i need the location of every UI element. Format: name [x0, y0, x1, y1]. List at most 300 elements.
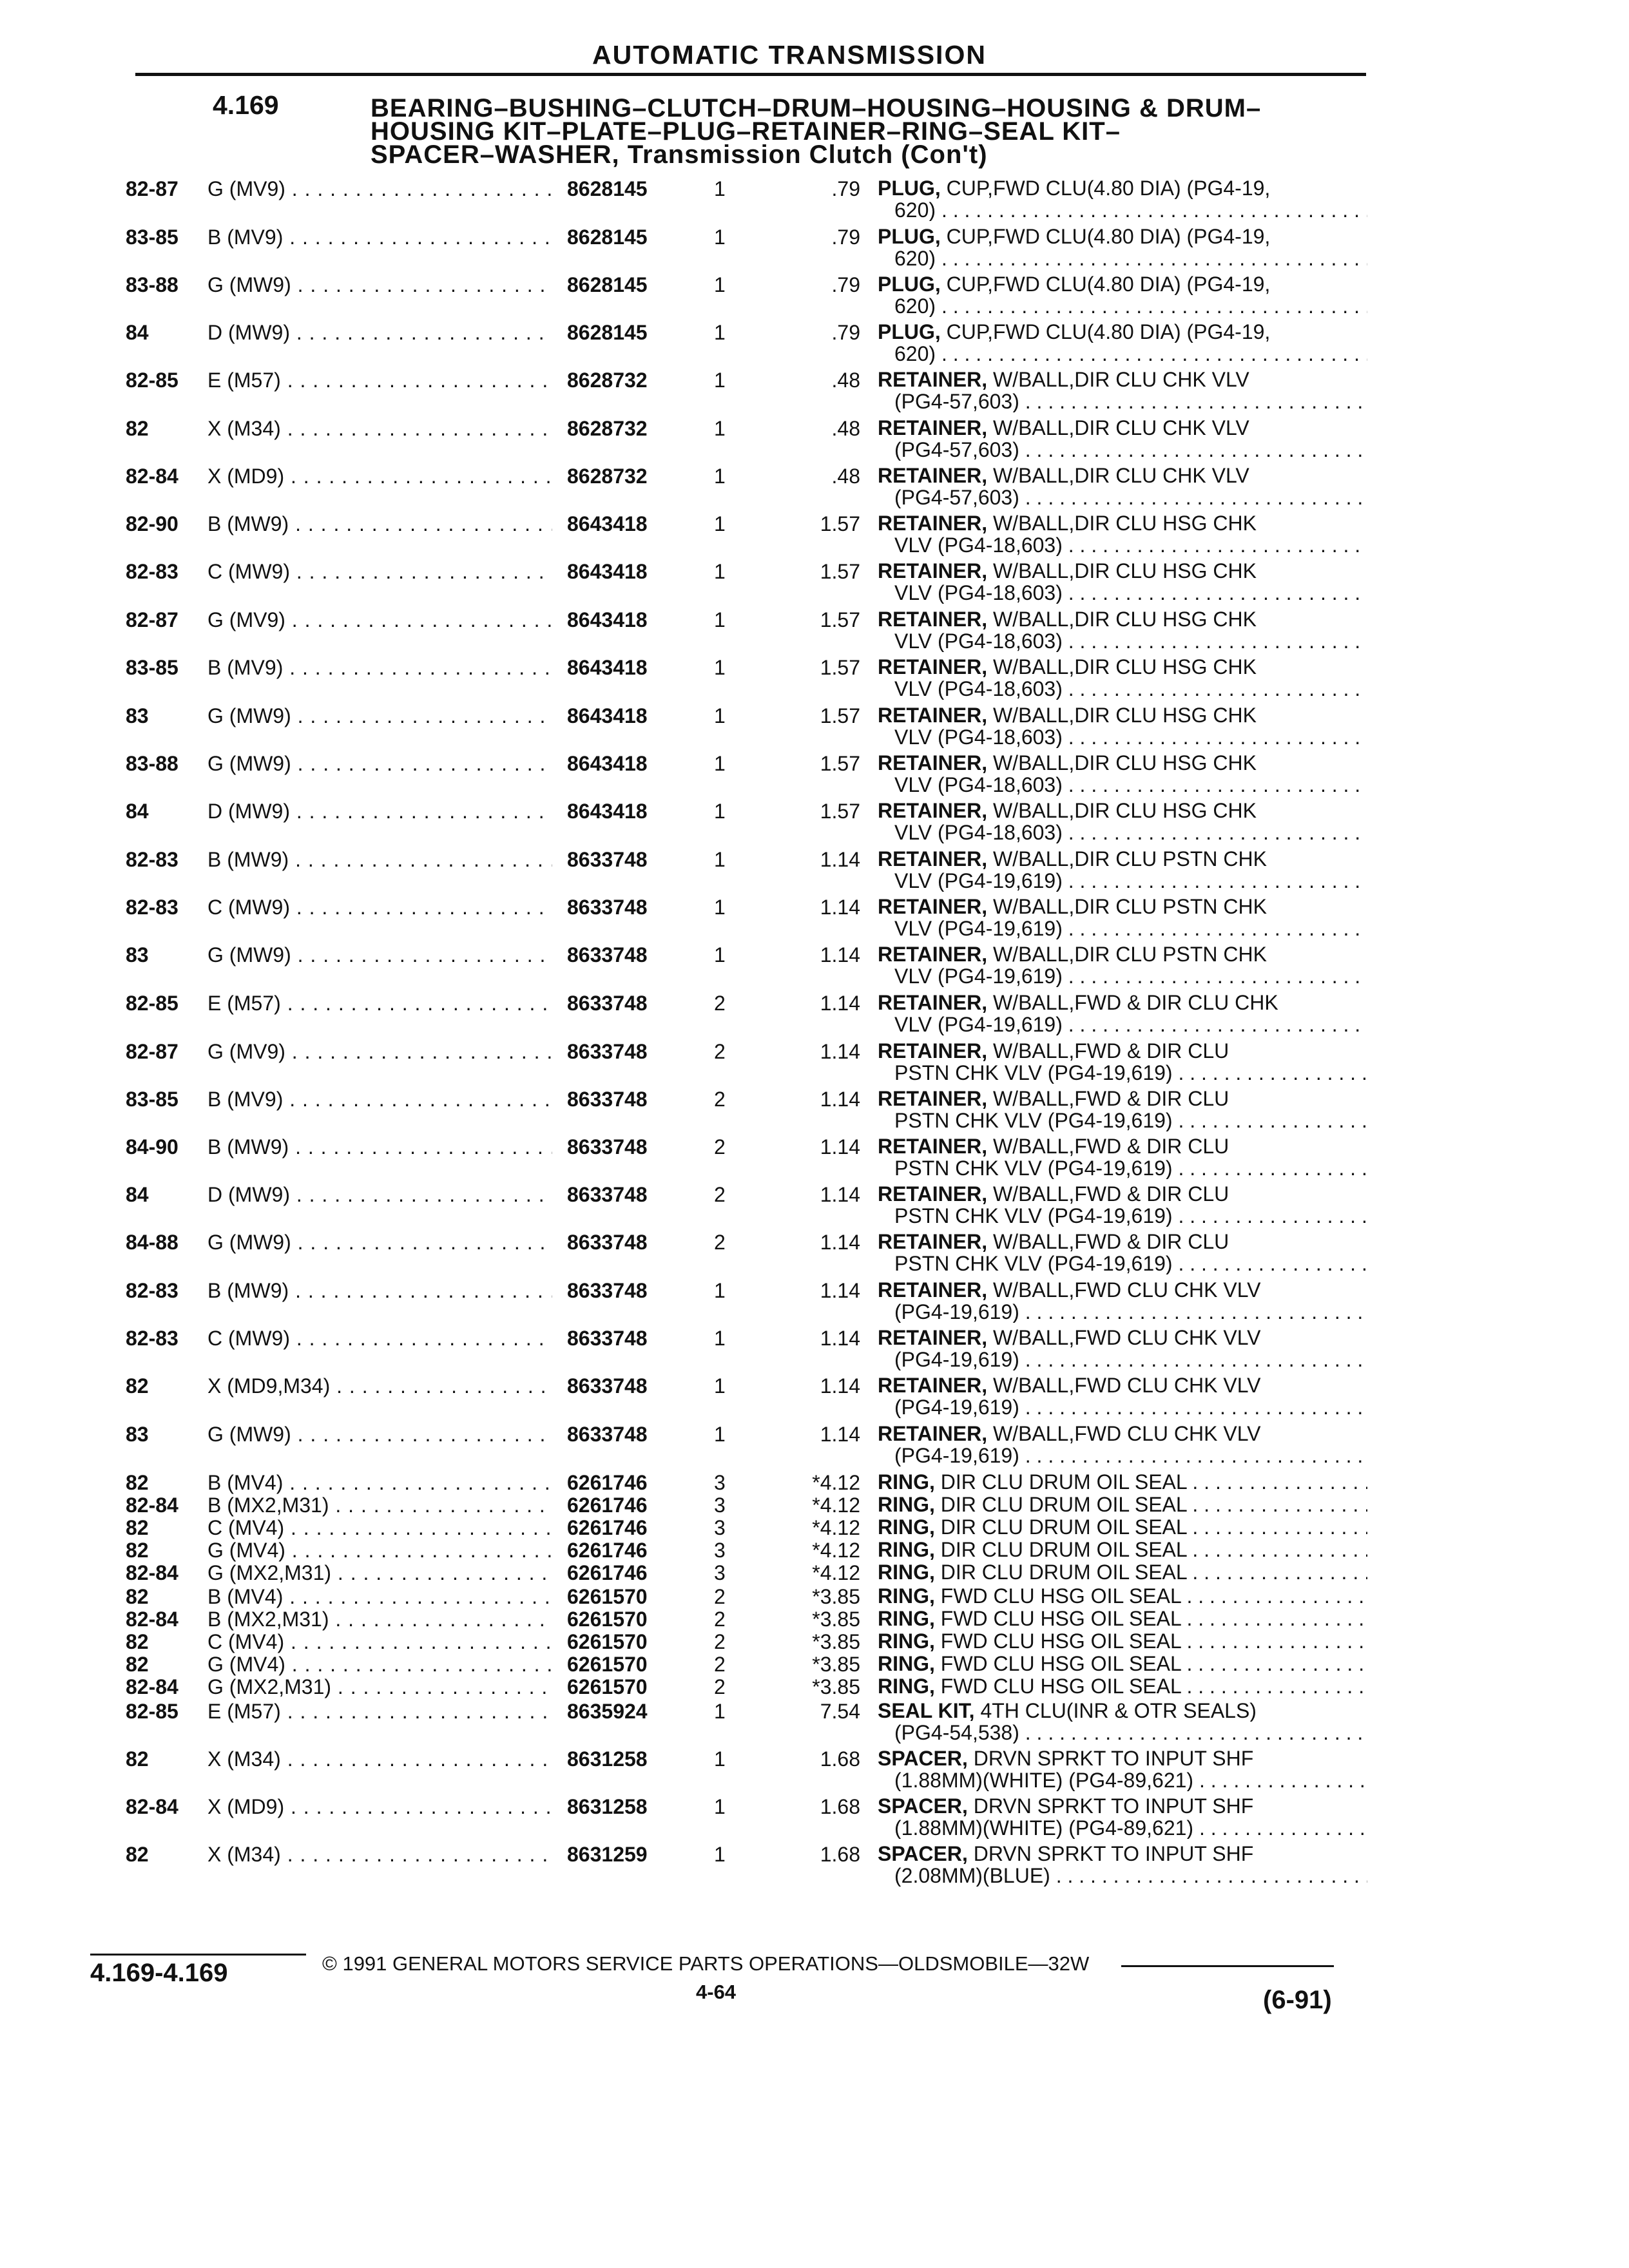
- description-line: [878, 273, 1367, 295]
- model-year: 82: [126, 1653, 149, 1676]
- model-year: 82-83: [126, 1279, 178, 1302]
- price: 1.14: [820, 1183, 860, 1206]
- description-continuation: 620) . . .: [878, 295, 1367, 317]
- quantity: 2: [714, 1653, 726, 1676]
- price: 1.14: [820, 943, 860, 966]
- part-name: RETAINER,: [878, 848, 988, 870]
- price: *3.85: [812, 1585, 860, 1608]
- model-code: C (MV4) . . .: [207, 1630, 552, 1654]
- price: 1.14: [820, 1135, 860, 1158]
- quantity: 1: [714, 560, 726, 583]
- part-number: 8631259: [567, 1843, 648, 1866]
- part-name: RING,: [878, 1516, 935, 1538]
- description-text: W/BALL,DIR CLU HSG CHK: [987, 704, 1257, 726]
- description-line: [878, 1843, 1367, 1865]
- model-code: X (MD9) . . .: [207, 465, 552, 488]
- model-code: X (MD9) . . .: [207, 1795, 552, 1819]
- part-description: [878, 608, 1367, 652]
- description-text: W/BALL,DIR CLU PSTN CHK: [987, 943, 1267, 965]
- part-name: RETAINER,: [878, 608, 988, 630]
- model-code: B (MX2,M31) . . .: [207, 1494, 552, 1517]
- part-description: [878, 1795, 1367, 1839]
- revision-date: (6-91): [1263, 1986, 1332, 2014]
- model-year: 82: [126, 1374, 149, 1398]
- price: 1.57: [820, 656, 860, 679]
- section-heading-line: HOUSING KIT–PLATE–PLUG–RETAINER–RING–SEAL KIT–: [371, 117, 1121, 146]
- description-continuation: PSTN CHK VLV (PG4-19,619) . . .: [878, 1062, 1367, 1084]
- part-number: 6261570: [567, 1653, 648, 1676]
- page-number: 4-64: [696, 1981, 737, 2003]
- description-line: [878, 1539, 1367, 1561]
- footer-rule-right: [1121, 1965, 1334, 1967]
- quantity: 2: [714, 1585, 726, 1608]
- model-code: B (MV4) . . .: [207, 1471, 552, 1495]
- description-line: [878, 512, 1367, 534]
- model-year: 82: [126, 1747, 149, 1771]
- quantity: 1: [714, 1279, 726, 1302]
- description-continuation: (2.08MM)(BLUE) . . .: [878, 1865, 1367, 1887]
- quantity: 2: [714, 1608, 726, 1631]
- part-number: 8643418: [567, 800, 648, 823]
- model-year: 82-87: [126, 1040, 178, 1063]
- model-code: B (MX2,M31) . . .: [207, 1608, 552, 1631]
- price: 1.14: [820, 896, 860, 919]
- quantity: 1: [714, 848, 726, 871]
- description-text: W/BALL,FWD CLU CHK VLV: [987, 1423, 1261, 1445]
- quantity: 3: [714, 1494, 726, 1517]
- description-text: 4TH CLU(INR & OTR SEALS): [974, 1700, 1257, 1722]
- description-line: [878, 1327, 1367, 1349]
- part-name: PLUG,: [878, 177, 941, 199]
- price: 1.14: [820, 1231, 860, 1254]
- part-name: RING,: [878, 1471, 935, 1493]
- section-range: 4.169-4.169: [90, 1959, 228, 1987]
- page-title: AUTOMATIC TRANSMISSION: [592, 40, 987, 70]
- model-code: C (MW9) . . .: [207, 1327, 552, 1350]
- quantity: 1: [714, 1747, 726, 1771]
- quantity: 2: [714, 992, 726, 1015]
- quantity: 2: [714, 1088, 726, 1111]
- description-line: [878, 465, 1367, 486]
- price: 1.57: [820, 512, 860, 535]
- model-year: 83: [126, 704, 149, 727]
- model-year: 82: [126, 1630, 149, 1653]
- part-description: [878, 560, 1367, 604]
- description-line: [878, 1231, 1367, 1253]
- part-number: 8631258: [567, 1795, 648, 1818]
- description-text: W/BALL,DIR CLU HSG CHK: [987, 656, 1257, 678]
- description-line: [878, 800, 1367, 822]
- part-description: [878, 321, 1367, 365]
- part-name: RETAINER,: [878, 1231, 988, 1253]
- description-text: W/BALL,FWD & DIR CLU: [987, 1040, 1229, 1062]
- part-description: [878, 1423, 1367, 1466]
- part-name: RING,: [878, 1561, 935, 1583]
- part-description: [878, 1675, 1367, 1697]
- description-line: [878, 1279, 1367, 1301]
- description-text: W/BALL,DIR CLU HSG CHK: [987, 608, 1257, 630]
- model-code: X (M34) . . .: [207, 417, 552, 441]
- description-text: W/BALL,FWD CLU CHK VLV: [987, 1327, 1261, 1349]
- description-text: W/BALL,DIR CLU CHK VLV: [987, 417, 1249, 439]
- description-line: [878, 1088, 1367, 1110]
- part-number: 8633748: [567, 1231, 648, 1254]
- part-name: SPACER,: [878, 1795, 968, 1817]
- part-number: 6261570: [567, 1585, 648, 1608]
- model-code: G (MX2,M31) . . .: [207, 1675, 552, 1699]
- page-header: [135, 40, 1366, 76]
- part-description: [878, 1843, 1367, 1887]
- description-line: [878, 1494, 1367, 1515]
- part-number: 8631258: [567, 1747, 648, 1771]
- description-continuation: PSTN CHK VLV (PG4-19,619) . . .: [878, 1253, 1367, 1274]
- model-code: E (M57) . . .: [207, 1700, 552, 1724]
- part-number: 8643418: [567, 608, 648, 631]
- quantity: 1: [714, 943, 726, 966]
- description-text: FWD CLU HSG OIL SEAL: [934, 1653, 1181, 1675]
- description-continuation: VLV (PG4-18,603) . . .: [878, 774, 1367, 796]
- price: 1.57: [820, 752, 860, 775]
- quantity: 1: [714, 512, 726, 535]
- price: .79: [831, 226, 860, 249]
- model-code: X (M34) . . .: [207, 1747, 552, 1771]
- part-description: [878, 226, 1367, 269]
- model-code: G (MV4) . . .: [207, 1653, 552, 1677]
- part-number: 8635924: [567, 1700, 648, 1723]
- quantity: 3: [714, 1516, 726, 1539]
- model-year: 82: [126, 1843, 149, 1866]
- description-line: [878, 1374, 1367, 1396]
- part-number: 8633748: [567, 1088, 648, 1111]
- model-year: 82-84: [126, 1561, 178, 1584]
- description-line: [878, 896, 1367, 918]
- price: 1.57: [820, 704, 860, 727]
- part-name: RETAINER,: [878, 1088, 988, 1110]
- model-code: G (MW9) . . .: [207, 704, 552, 728]
- part-name: RETAINER,: [878, 1040, 988, 1062]
- part-number: 8643418: [567, 656, 648, 679]
- description-line: [878, 752, 1367, 774]
- model-code: G (MW9) . . .: [207, 1423, 552, 1446]
- section-heading-line: BEARING–BUSHING–CLUTCH–DRUM–HOUSING–HOUSING & DRUM–: [371, 94, 1262, 122]
- description-text: W/BALL,DIR CLU HSG CHK: [987, 560, 1257, 582]
- part-description: [878, 1747, 1367, 1791]
- part-number: 8633748: [567, 896, 648, 919]
- part-number: 6261570: [567, 1630, 648, 1653]
- part-number: 8628145: [567, 273, 648, 296]
- quantity: 1: [714, 1374, 726, 1398]
- price: 1.57: [820, 608, 860, 631]
- price: 1.57: [820, 800, 860, 823]
- price: 1.68: [820, 1843, 860, 1866]
- part-name: PLUG,: [878, 321, 941, 343]
- quantity: 1: [714, 1700, 726, 1723]
- description-line: [878, 943, 1367, 965]
- model-code: G (MV9) . . .: [207, 177, 552, 201]
- part-description: [878, 1561, 1367, 1583]
- price: .79: [831, 321, 860, 344]
- part-name: RETAINER,: [878, 752, 988, 774]
- model-code: C (MW9) . . .: [207, 896, 552, 919]
- description-continuation: VLV (PG4-18,603) . . .: [878, 582, 1367, 604]
- part-number: 6261746: [567, 1539, 648, 1562]
- model-code: X (MD9,M34) . . .: [207, 1374, 552, 1398]
- model-code: B (MV9) . . .: [207, 656, 552, 680]
- quantity: 2: [714, 1231, 726, 1254]
- model-year: 82-84: [126, 1494, 178, 1517]
- model-year: 83: [126, 1423, 149, 1446]
- model-year: 82-83: [126, 848, 178, 871]
- description-text: W/BALL,DIR CLU CHK VLV: [987, 465, 1249, 486]
- description-line: [878, 369, 1367, 390]
- price: 1.57: [820, 560, 860, 583]
- price: 1.68: [820, 1795, 860, 1818]
- part-number: 8628145: [567, 321, 648, 344]
- model-year: 83-85: [126, 656, 178, 679]
- model-code: G (MV9) . . .: [207, 608, 552, 632]
- part-name: RING,: [878, 1494, 935, 1515]
- quantity: 1: [714, 369, 726, 392]
- description-continuation: VLV (PG4-19,619) . . .: [878, 965, 1367, 987]
- model-code: X (M34) . . .: [207, 1843, 552, 1867]
- description-text: W/BALL,FWD & DIR CLU: [987, 1135, 1229, 1157]
- price: 1.14: [820, 1374, 860, 1398]
- description-text: W/BALL,DIR CLU HSG CHK: [987, 752, 1257, 774]
- part-name: RING,: [878, 1653, 935, 1675]
- part-name: PLUG,: [878, 226, 941, 247]
- part-name: RETAINER,: [878, 369, 988, 390]
- model-year: 82-84: [126, 465, 178, 488]
- price: .48: [831, 417, 860, 440]
- part-description: [878, 1539, 1367, 1561]
- price: *3.85: [812, 1653, 860, 1676]
- quantity: 1: [714, 417, 726, 440]
- description-text: DIR CLU DRUM OIL SEAL: [934, 1494, 1187, 1515]
- quantity: 2: [714, 1630, 726, 1653]
- quantity: 1: [714, 465, 726, 488]
- model-code: B (MV9) . . .: [207, 226, 552, 249]
- price: 1.14: [820, 1423, 860, 1446]
- part-description: [878, 1494, 1367, 1515]
- model-year: 82-84: [126, 1675, 178, 1698]
- description-line: [878, 608, 1367, 630]
- quantity: 1: [714, 896, 726, 919]
- description-text: FWD CLU HSG OIL SEAL: [934, 1608, 1181, 1629]
- part-description: [878, 1088, 1367, 1131]
- part-name: SPACER,: [878, 1843, 968, 1865]
- model-code: B (MV4) . . .: [207, 1585, 552, 1609]
- description-line: [878, 1608, 1367, 1629]
- quantity: 1: [714, 1795, 726, 1818]
- model-year: 82-83: [126, 560, 178, 583]
- model-code: B (MW9) . . .: [207, 848, 552, 872]
- description-continuation: (PG4-19,619) . . .: [878, 1445, 1367, 1466]
- price: *4.12: [812, 1494, 860, 1517]
- part-number: 8643418: [567, 560, 648, 583]
- part-name: PLUG,: [878, 273, 941, 295]
- price: *4.12: [812, 1539, 860, 1562]
- quantity: 1: [714, 800, 726, 823]
- part-name: RETAINER,: [878, 512, 988, 534]
- price: .48: [831, 369, 860, 392]
- description-text: W/BALL,DIR CLU PSTN CHK: [987, 848, 1267, 870]
- part-description: [878, 992, 1367, 1035]
- part-description: [878, 1471, 1367, 1493]
- quantity: 1: [714, 226, 726, 249]
- part-number: 8628732: [567, 417, 648, 440]
- part-number: 8633748: [567, 943, 648, 966]
- part-name: RETAINER,: [878, 417, 988, 439]
- part-number: 8633748: [567, 848, 648, 871]
- model-year: 82-85: [126, 369, 178, 392]
- model-code: C (MV4) . . .: [207, 1516, 552, 1540]
- description-continuation: VLV (PG4-18,603) . . .: [878, 822, 1367, 843]
- description-line: [878, 1675, 1367, 1697]
- description-line: [878, 656, 1367, 678]
- quantity: 1: [714, 1843, 726, 1866]
- part-description: [878, 800, 1367, 843]
- part-description: [878, 656, 1367, 700]
- part-number: 6261746: [567, 1494, 648, 1517]
- part-number: 8633748: [567, 992, 648, 1015]
- model-year: 82-85: [126, 1700, 178, 1723]
- description-text: FWD CLU HSG OIL SEAL: [934, 1675, 1181, 1697]
- description-continuation: VLV (PG4-19,619) . . .: [878, 1014, 1367, 1035]
- model-year: 82: [126, 1539, 149, 1562]
- part-description: [878, 1653, 1367, 1675]
- part-name: RETAINER,: [878, 1374, 988, 1396]
- quantity: 2: [714, 1040, 726, 1063]
- description-continuation: VLV (PG4-18,603) . . .: [878, 630, 1367, 652]
- part-description: [878, 1630, 1367, 1652]
- description-line: [878, 177, 1367, 199]
- part-description: [878, 1700, 1367, 1744]
- description-line: [878, 417, 1367, 439]
- quantity: 3: [714, 1539, 726, 1562]
- part-name: RETAINER,: [878, 465, 988, 486]
- model-year: 82-87: [126, 608, 178, 631]
- part-name: RETAINER,: [878, 1279, 988, 1301]
- price: 1.14: [820, 992, 860, 1015]
- part-name: SEAL KIT,: [878, 1700, 975, 1722]
- description-text: FWD CLU HSG OIL SEAL: [934, 1630, 1181, 1652]
- description-text: CUP,FWD CLU(4.80 DIA) (PG4-19,: [940, 177, 1271, 199]
- part-name: RETAINER,: [878, 943, 988, 965]
- model-code: G (MW9) . . .: [207, 273, 552, 297]
- part-description: [878, 1374, 1367, 1418]
- part-number: 8628145: [567, 226, 648, 249]
- part-number: 8643418: [567, 512, 648, 535]
- price: *4.12: [812, 1561, 860, 1584]
- model-code: G (MV9) . . .: [207, 1040, 552, 1064]
- part-number: 6261570: [567, 1608, 648, 1631]
- part-number: 8633748: [567, 1183, 648, 1206]
- model-code: G (MX2,M31) . . .: [207, 1561, 552, 1585]
- part-number: 8633748: [567, 1374, 648, 1398]
- quantity: 3: [714, 1561, 726, 1584]
- description-text: CUP,FWD CLU(4.80 DIA) (PG4-19,: [940, 321, 1271, 343]
- price: 1.14: [820, 1040, 860, 1063]
- description-continuation: VLV (PG4-18,603) . . .: [878, 534, 1367, 556]
- part-name: RING,: [878, 1608, 935, 1629]
- description-continuation: (PG4-19,619) . . .: [878, 1349, 1367, 1370]
- model-code: G (MW9) . . .: [207, 1231, 552, 1254]
- part-number: 8633748: [567, 1040, 648, 1063]
- model-code: B (MW9) . . .: [207, 512, 552, 536]
- part-name: RETAINER,: [878, 1135, 988, 1157]
- quantity: 1: [714, 321, 726, 344]
- part-description: [878, 1327, 1367, 1370]
- model-code: B (MV9) . . .: [207, 1088, 552, 1111]
- part-description: [878, 1135, 1367, 1179]
- part-name: RETAINER,: [878, 896, 988, 918]
- model-code: E (M57) . . .: [207, 369, 552, 392]
- model-code: E (M57) . . .: [207, 992, 552, 1015]
- description-continuation: 620) . . .: [878, 343, 1367, 365]
- model-year: 84: [126, 321, 149, 344]
- description-text: W/BALL,FWD & DIR CLU CHK: [987, 992, 1278, 1014]
- description-continuation: (PG4-57,603) . . .: [878, 390, 1367, 412]
- description-text: DRVN SPRKT TO INPUT SHF: [967, 1747, 1254, 1769]
- description-continuation: (PG4-57,603) . . .: [878, 439, 1367, 461]
- part-description: [878, 943, 1367, 987]
- part-description: [878, 1585, 1367, 1607]
- description-line: [878, 1653, 1367, 1675]
- part-description: [878, 273, 1367, 317]
- quantity: 3: [714, 1471, 726, 1494]
- description-text: DIR CLU DRUM OIL SEAL: [934, 1539, 1187, 1561]
- part-number: 8643418: [567, 752, 648, 775]
- description-continuation: (PG4-19,619) . . .: [878, 1396, 1367, 1418]
- model-code: G (MW9) . . .: [207, 752, 552, 776]
- part-name: RETAINER,: [878, 560, 988, 582]
- model-year: 84: [126, 800, 149, 823]
- part-description: [878, 752, 1367, 796]
- description-line: [878, 1183, 1367, 1205]
- model-code: D (MW9) . . .: [207, 800, 552, 823]
- description-text: W/BALL,DIR CLU CHK VLV: [987, 369, 1249, 390]
- description-line: [878, 1585, 1367, 1607]
- description-line: [878, 226, 1367, 247]
- price: *4.12: [812, 1471, 860, 1494]
- part-description: [878, 1516, 1367, 1538]
- part-description: [878, 1040, 1367, 1084]
- model-year: 83-85: [126, 226, 178, 249]
- model-code: D (MW9) . . .: [207, 1183, 552, 1207]
- part-description: [878, 465, 1367, 508]
- model-year: 82-87: [126, 177, 178, 200]
- description-continuation: 620) . . .: [878, 199, 1367, 221]
- price: .79: [831, 273, 860, 296]
- description-line: [878, 704, 1367, 726]
- part-number: 8633748: [567, 1135, 648, 1158]
- model-year: 82: [126, 1585, 149, 1608]
- part-number: 8633748: [567, 1327, 648, 1350]
- model-year: 82-90: [126, 512, 178, 535]
- description-continuation: VLV (PG4-19,619) . . .: [878, 918, 1367, 939]
- description-line: [878, 848, 1367, 870]
- part-name: RING,: [878, 1539, 935, 1561]
- model-year: 83: [126, 943, 149, 966]
- price: .79: [831, 177, 860, 200]
- part-description: [878, 896, 1367, 939]
- description-continuation: PSTN CHK VLV (PG4-19,619) . . .: [878, 1110, 1367, 1131]
- part-name: SPACER,: [878, 1747, 968, 1769]
- description-text: DIR CLU DRUM OIL SEAL: [934, 1471, 1187, 1493]
- description-line: [878, 1561, 1367, 1583]
- price: 1.14: [820, 1279, 860, 1302]
- model-year: 82-85: [126, 992, 178, 1015]
